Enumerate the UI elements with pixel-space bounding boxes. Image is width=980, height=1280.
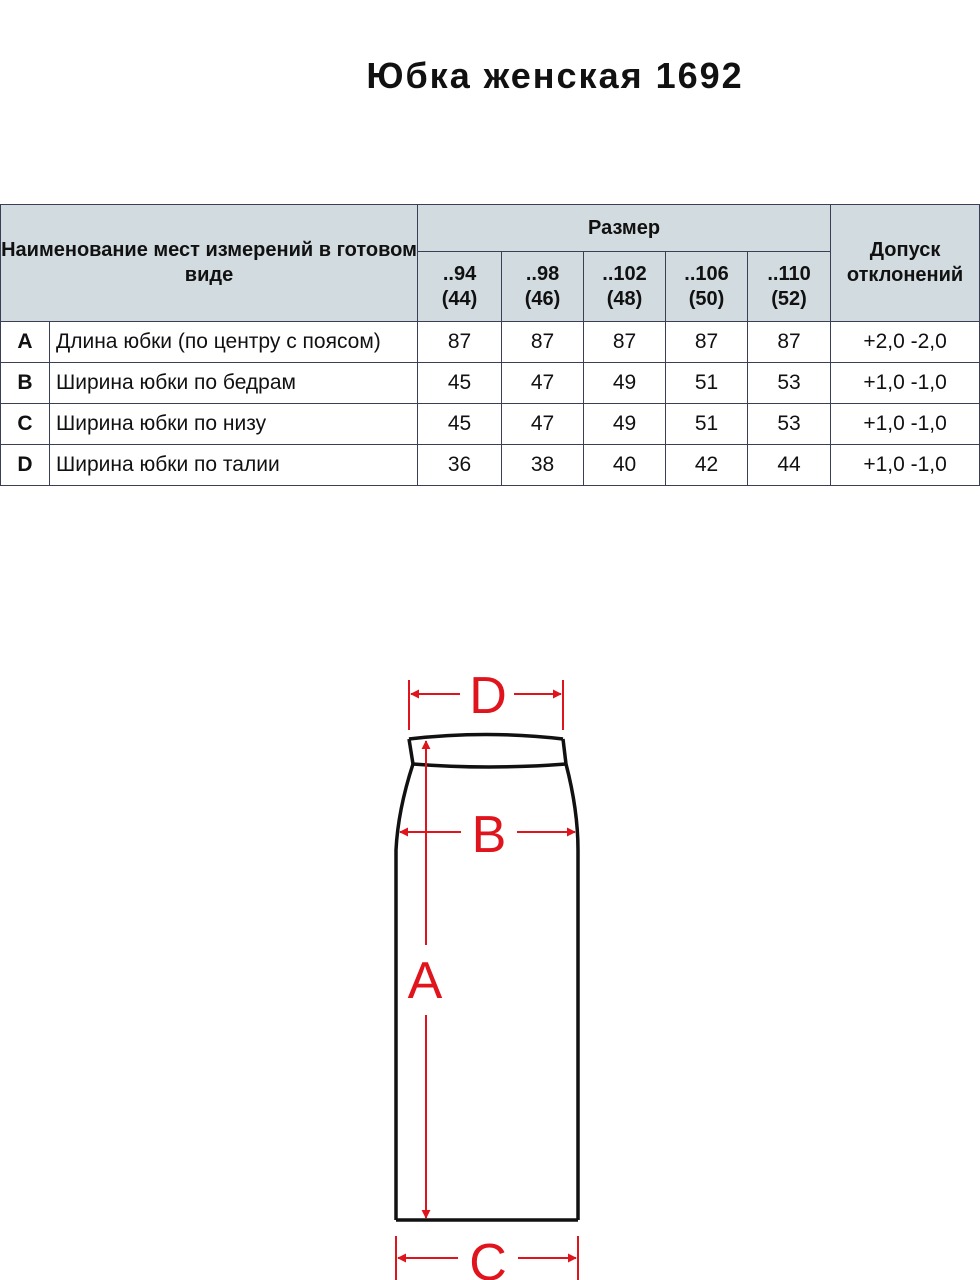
row-name: Длина юбки (по центру с поясом) bbox=[50, 322, 418, 363]
row-value: 44 bbox=[748, 445, 831, 486]
header-size-102: ..102 (48) bbox=[584, 252, 666, 322]
header-tolerance: Допуск отклонений bbox=[831, 205, 980, 322]
row-tolerance: +2,0 -2,0 bbox=[831, 322, 980, 363]
row-value: 49 bbox=[584, 404, 666, 445]
row-value: 87 bbox=[748, 322, 831, 363]
row-value: 51 bbox=[666, 363, 748, 404]
row-code: D bbox=[1, 445, 50, 486]
header-measurement-name: Наименование мест измерений в готовом виде bbox=[1, 205, 418, 322]
hip-label: B bbox=[471, 806, 507, 864]
row-value: 42 bbox=[666, 445, 748, 486]
row-code: B bbox=[1, 363, 50, 404]
length-label: A bbox=[407, 952, 443, 1010]
row-value: 45 bbox=[418, 363, 502, 404]
row-value: 38 bbox=[502, 445, 584, 486]
row-tolerance: +1,0 -1,0 bbox=[831, 445, 980, 486]
header-size-106: ..106 (50) bbox=[666, 252, 748, 322]
header-size-group: Размер bbox=[418, 205, 831, 252]
row-value: 87 bbox=[502, 322, 584, 363]
row-tolerance: +1,0 -1,0 bbox=[831, 404, 980, 445]
row-value: 40 bbox=[584, 445, 666, 486]
row-value: 53 bbox=[748, 404, 831, 445]
row-value: 45 bbox=[418, 404, 502, 445]
row-code: C bbox=[1, 404, 50, 445]
header-size-94: ..94 (44) bbox=[418, 252, 502, 322]
header-size-98: ..98 (46) bbox=[502, 252, 584, 322]
row-value: 87 bbox=[418, 322, 502, 363]
row-name: Ширина юбки по бедрам bbox=[50, 363, 418, 404]
row-value: 49 bbox=[584, 363, 666, 404]
hem-label: C bbox=[469, 1234, 507, 1280]
row-tolerance: +1,0 -1,0 bbox=[831, 363, 980, 404]
row-name: Ширина юбки по низу bbox=[50, 404, 418, 445]
row-value: 47 bbox=[502, 404, 584, 445]
row-value: 51 bbox=[666, 404, 748, 445]
row-value: 87 bbox=[666, 322, 748, 363]
waist-label: D bbox=[469, 667, 507, 725]
page-title: Юбка женская 1692 bbox=[366, 55, 744, 96]
row-value: 36 bbox=[418, 445, 502, 486]
row-value: 87 bbox=[584, 322, 666, 363]
row-value: 53 bbox=[748, 363, 831, 404]
header-size-110: ..110 (52) bbox=[748, 252, 831, 322]
row-value: 47 bbox=[502, 363, 584, 404]
row-code: A bbox=[1, 322, 50, 363]
row-name: Ширина юбки по талии bbox=[50, 445, 418, 486]
